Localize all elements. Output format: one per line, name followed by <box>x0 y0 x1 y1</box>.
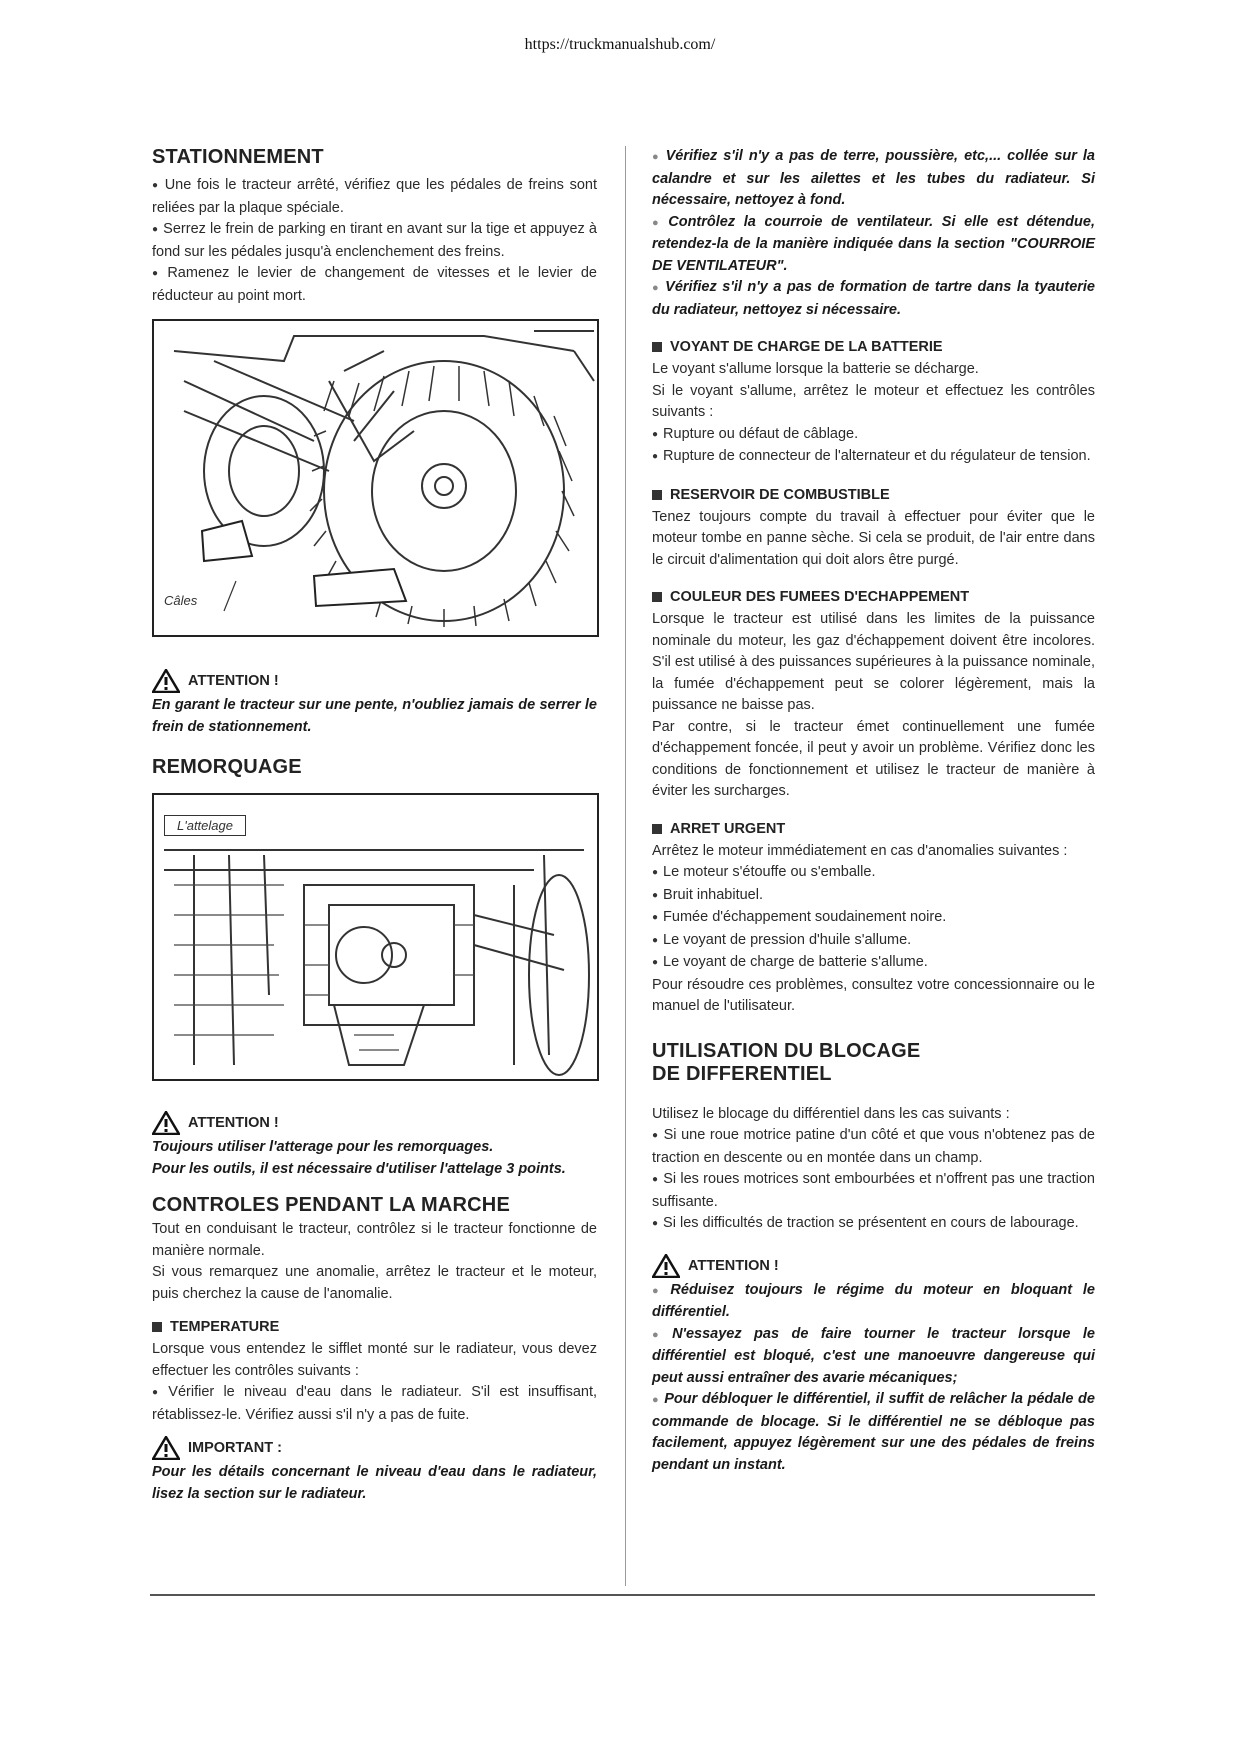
arret-item-1: ● Le moteur s'étouffe ou s'emballe. <box>652 862 1095 885</box>
reservoir-p1: Tenez toujours compte du travail à effectuer pour éviter que le moteur tombe en panne sèche. Si cela se produit, de l'air entre dans le circuit d'alimentation qui doit alors être purgé. <box>652 508 1095 568</box>
temperature-title: TEMPERATURE <box>170 1319 280 1335</box>
section-controles <box>152 1194 597 1305</box>
right-column <box>652 146 1095 1476</box>
voyant-item-2: ● Rupture de connecteur de l'alternateur et du régulateur de tension. <box>652 446 1095 469</box>
attention-3-item-3: ● Pour débloquer le différentiel, il suffit de relâcher la pédale de commande de blocage. Si le différentiel ne se débloque pas facilement, appuyez légèrement sur une des pédales de freins pendant un instant. <box>652 1389 1095 1476</box>
stationnement-item-2: ● Serrez le frein de parking en tirant en avant sur la tige et appuyez à fond sur les pédales jusqu'à enclenchement des freins. <box>152 219 597 263</box>
attention-warning-3 <box>652 1254 1095 1278</box>
voyant-p2: Si le voyant s'allume, arrêtez le moteur et effectuez les contrôles suivants : <box>652 382 1095 420</box>
stationnement-title: STATIONNEMENT <box>152 146 324 168</box>
important-label: IMPORTANT : <box>188 1440 282 1456</box>
temperature-p1: Lorsque vous entendez le sifflet monté sur le radiateur, vous devez effectuer les contrôles suivants : <box>152 1341 597 1379</box>
arret-title: ARRET URGENT <box>670 820 786 837</box>
fumees-p1: Lorsque le tracteur est utilisé dans les limites de la puissance nominale du moteur, les gaz d'échappement doivent être incolores. S'il est utilisé à des puissances supérieures à la puissance nominale, la fumée d'échappement peut se colorer légèrement, mais la puissance ne baisse pas. <box>652 611 1095 713</box>
fumees-heading <box>652 589 1095 605</box>
controles-p2: Si vous remarquez une anomalie, arrêtez le tracteur et le moteur, puis cherchez la cause de l'anomalie. <box>152 1264 597 1302</box>
stationnement-item-1: ● Une fois le tracteur arrêté, vérifiez que les pédales de freins sont reliées par la plaque spéciale. <box>152 175 597 219</box>
attention-warning-1 <box>152 669 597 693</box>
figure-label-cales: Câles <box>164 593 198 608</box>
tractor-wheel-illustration <box>154 321 597 635</box>
controles-title: CONTROLES PENDANT LA MARCHE <box>152 1194 510 1216</box>
important-text: Pour les détails concernant le niveau d'eau dans le radiateur, lisez la section sur le radiateur. <box>152 1464 597 1502</box>
attention-3-item-1: ● Réduisez toujours le régime du moteur en bloquant le différentiel. <box>652 1280 1095 1324</box>
figure-attelage <box>152 793 599 1081</box>
section-reservoir <box>652 487 1095 572</box>
warning-triangle-icon <box>152 1111 180 1135</box>
attention-3-item-2: ● N'essayez pas de faire tourner le tracteur lorsque le différentiel est bloqué, c'est une manoeuvre dangereuse qui peut aussi entraîner des avarie mécaniques; <box>652 1324 1095 1390</box>
blocage-item-3: ● Si les difficultés de traction se présentent en cours de labourage. <box>652 1213 1095 1236</box>
attention-label-3: ATTENTION ! <box>688 1257 779 1274</box>
arret-item-5: ● Le voyant de charge de batterie s'allume. <box>652 952 1095 975</box>
warning-triangle-icon <box>652 1254 680 1278</box>
blocage-item-1: ● Si une roue motrice patine d'un côté et que vous n'obtenez pas de traction en descente ou en montée dans un champ. <box>652 1125 1095 1169</box>
arret-p2: Pour résoudre ces problèmes, consultez votre concessionnaire ou le manuel de l'utilisateur. <box>652 976 1095 1014</box>
radiator-check-1: ● Vérifiez s'il n'y a pas de terre, poussière, etc,... collée sur la calandre et sur les ailettes et les tubes du radiateur. Si nécessaire, nettoyez à fond. <box>652 146 1095 212</box>
arret-item-4: ● Le voyant de pression d'huile s'allume. <box>652 930 1095 953</box>
remorquage-title: REMORQUAGE <box>152 756 302 778</box>
blocage-title-2: DE DIFFERENTIEL <box>652 1062 832 1085</box>
square-bullet-icon <box>152 1322 162 1332</box>
source-url[interactable]: https://truckmanualshub.com/ <box>524 36 716 53</box>
fumees-p2: Par contre, si le tracteur émet continuellement une fumée d'échappement foncée, il peut y avoir un problème. Vérifiez donc les conditions de fonctionnement et utilisez le tracteur de manière à éviter les surcharges. <box>652 718 1095 799</box>
arret-item-2: ● Bruit inhabituel. <box>652 885 1095 908</box>
section-temperature <box>152 1319 597 1426</box>
attention-label-2: ATTENTION ! <box>188 1115 279 1131</box>
attention-text-2b: Pour les outils, il est nécessaire d'utiliser l'attelage 3 points. <box>152 1160 566 1177</box>
square-bullet-icon <box>652 592 662 602</box>
square-bullet-icon <box>652 342 662 352</box>
temperature-item: ● Vérifier le niveau d'eau dans le radiateur. S'il est insuffisant, rétablissez-le. Vérifiez aussi s'il n'y a pas de fuite. <box>152 1382 597 1426</box>
temperature-heading <box>152 1319 597 1335</box>
left-column <box>152 146 597 1505</box>
section-remorquage <box>152 756 597 1081</box>
attention-text-1: En garant le tracteur sur une pente, n'oubliez jamais de serrer le frein de stationnement. <box>152 697 597 735</box>
section-stationnement <box>152 146 597 307</box>
footer-rule <box>150 1594 1095 1596</box>
section-important <box>152 1436 597 1505</box>
square-bullet-icon <box>652 824 662 834</box>
figure-tractor-wheel-chocks <box>152 319 599 637</box>
voyant-heading <box>652 339 1095 355</box>
attention-text-2a: Toujours utiliser l'atterage pour les remorquages. <box>152 1139 494 1155</box>
section-attention-2 <box>152 1111 597 1180</box>
section-voyant-batterie <box>652 339 1095 469</box>
figure-label-attelage: L'attelage <box>164 815 246 836</box>
section-blocage <box>652 1040 1095 1236</box>
section-attention-1 <box>152 669 597 738</box>
blocage-title-1: UTILISATION DU BLOCAGE <box>652 1039 921 1062</box>
blocage-p1: Utilisez le blocage du différentiel dans les cas suivants : <box>652 1105 1010 1122</box>
section-arret-urgent <box>652 821 1095 1018</box>
important-warning <box>152 1436 597 1460</box>
reservoir-title: RESERVOIR DE COMBUSTIBLE <box>670 486 890 503</box>
voyant-title: VOYANT DE CHARGE DE LA BATTERIE <box>670 339 943 355</box>
voyant-p1: Le voyant s'allume lorsque la batterie se décharge. <box>652 361 979 377</box>
section-radiator-checks <box>652 146 1095 321</box>
attention-warning-2 <box>152 1111 597 1135</box>
attelage-illustration <box>154 795 597 1079</box>
controles-p1: Tout en conduisant le tracteur, contrôlez si le tracteur fonctionne de manière normale. <box>152 1221 597 1259</box>
radiator-check-2: ● Contrôlez la courroie de ventilateur. Si elle est détendue, retendez-la de la manière indiquée dans la section "COURROIE DE VENTILATEUR". <box>652 212 1095 278</box>
square-bullet-icon <box>652 490 662 500</box>
section-attention-3 <box>652 1254 1095 1477</box>
blocage-item-2: ● Si les roues motrices sont embourbées et n'offrent pas une traction suffisante. <box>652 1169 1095 1213</box>
section-fumees <box>652 589 1095 803</box>
fumees-title: COULEUR DES FUMEES D'ECHAPPEMENT <box>670 589 970 605</box>
reservoir-heading <box>652 487 1095 503</box>
column-divider <box>625 146 626 1586</box>
arret-item-3: ● Fumée d'échappement soudainement noire. <box>652 907 1095 930</box>
radiator-check-3: ● Vérifiez s'il n'y a pas de formation de tartre dans la tyauterie du radiateur, nettoyez si nécessaire. <box>652 277 1095 321</box>
arret-heading <box>652 821 1095 837</box>
arret-p1: Arrêtez le moteur immédiatement en cas d'anomalies suivantes : <box>652 842 1068 859</box>
voyant-item-1: ● Rupture ou défaut de câblage. <box>652 424 1095 447</box>
stationnement-item-3: ● Ramenez le levier de changement de vitesses et le levier de réducteur au point mort. <box>152 263 597 307</box>
attention-label-1: ATTENTION ! <box>188 673 279 689</box>
warning-triangle-icon <box>152 669 180 693</box>
warning-triangle-icon <box>152 1436 180 1460</box>
